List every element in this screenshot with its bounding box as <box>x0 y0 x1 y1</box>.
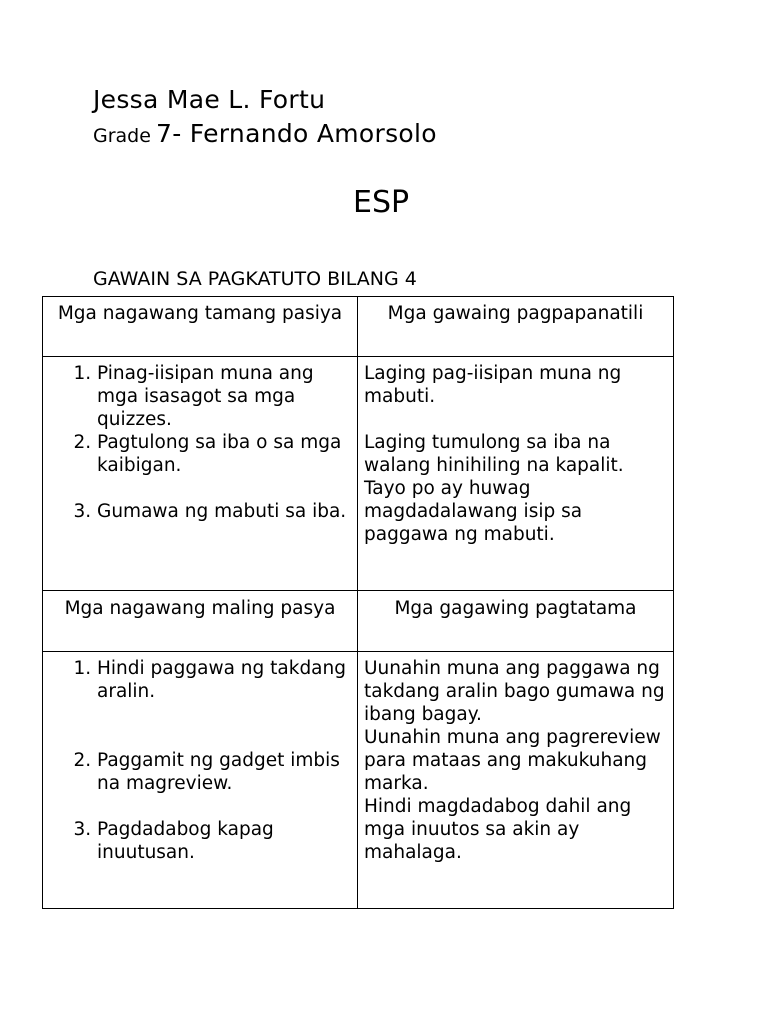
grade-label: Grade <box>93 125 151 147</box>
wrong-decisions-list <box>43 652 357 864</box>
header-maintaining-actions: Mga gawaing pagpapanatili <box>357 296 674 357</box>
cell-correct-decisions <box>42 356 358 591</box>
subject-title: ESP <box>353 185 410 220</box>
list-item: 3. Gumawa ng mabuti sa iba. <box>97 500 349 523</box>
cell-maintaining-actions <box>357 356 674 591</box>
activity-title: GAWAIN SA PAGKATUTO BILANG 4 <box>93 268 417 290</box>
student-name: Jessa Mae L. Fortu <box>93 85 326 114</box>
list-item: 2. Paggamit ng gadget imbis na magreview. <box>97 749 349 795</box>
header-correct-decisions: Mga nagawang tamang pasiya <box>42 296 358 357</box>
list-item: 2. Pagtulong sa iba o sa mga kaibigan. <box>97 431 349 477</box>
header-corrections: Mga gagawing pagtatama <box>357 590 674 652</box>
cell-corrections <box>357 651 674 909</box>
grade-section <box>93 118 437 153</box>
paragraph: Uunahin muna ang pagrereview para mataas ang makukuhang marka. <box>364 727 661 794</box>
cell-wrong-decisions <box>42 651 358 909</box>
correct-decisions-list <box>43 357 357 523</box>
list-item: 1. Hindi paggawa ng takdang aralin. <box>97 657 349 703</box>
list-item: 1. Pinag-iisipan muna ang mga isasagot sa mga quizzes. <box>97 362 349 431</box>
paragraph: Laging tumulong sa iba na walang hinihiling na kapalit. Tayo po ay huwag magdadalawang isip sa paggawa ng mabuti. <box>364 432 624 545</box>
paragraph: Hindi magdadabog dahil ang mga inuutos sa akin ay mahalaga. <box>364 796 632 863</box>
list-item: 3. Pagdadabog kapag inuutusan. <box>97 818 349 864</box>
header-wrong-decisions: Mga nagawang maling pasya <box>42 590 358 652</box>
paragraph: Uunahin muna ang paggawa ng takdang aralin bago gumawa ng ibang bagay. <box>364 658 665 725</box>
grade-section-name: 7- Fernando Amorsolo <box>156 119 437 148</box>
paragraph: Laging pag-iisipan muna ng mabuti. <box>364 363 622 407</box>
